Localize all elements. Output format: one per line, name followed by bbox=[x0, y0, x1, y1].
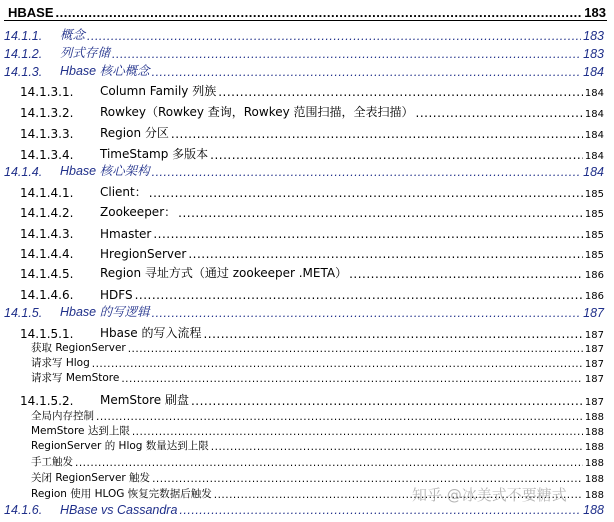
toc-entry[interactable] bbox=[0, 242, 614, 261]
toc-entry-page: 184 bbox=[584, 109, 604, 120]
toc-entry-title: HBASE bbox=[8, 5, 54, 20]
dot-leader bbox=[179, 503, 581, 517]
toc-entry-title: MemStore 刷盘 bbox=[100, 393, 189, 407]
dot-leader bbox=[149, 186, 583, 200]
toc-entry-title: Client： bbox=[100, 185, 147, 199]
toc-entry-number: 14.1.4.2. bbox=[20, 206, 74, 220]
dot-leader bbox=[203, 327, 582, 341]
dot-leader bbox=[188, 247, 583, 261]
toc-entry-title: TimeStamp 多版本 bbox=[100, 147, 209, 161]
toc-entry-title: HBase vs Cassandra bbox=[60, 503, 178, 517]
toc-entry[interactable] bbox=[0, 322, 614, 341]
dot-leader bbox=[349, 267, 583, 281]
dot-leader bbox=[211, 441, 583, 453]
toc-entry-page: 187 bbox=[583, 306, 604, 320]
toc-entry[interactable] bbox=[0, 355, 614, 370]
toc-entry-title: 请求写 MemStore bbox=[31, 372, 120, 384]
toc-entry[interactable] bbox=[0, 370, 614, 385]
dot-leader bbox=[112, 47, 581, 61]
dot-leader bbox=[135, 288, 583, 302]
toc-entry-title: HregionServer bbox=[100, 247, 187, 261]
toc-entry-number: 14.1.4.3. bbox=[20, 227, 74, 241]
toc-entry-page: 184 bbox=[584, 151, 604, 162]
toc-entry-number: 14.1.4.5. bbox=[20, 267, 74, 281]
toc-entry-title: Hbase 的写逻辑 bbox=[60, 305, 150, 319]
toc-entry[interactable] bbox=[0, 143, 614, 162]
toc-entry-page: 183 bbox=[583, 29, 604, 43]
toc-entry-title: Rowkey（Rowkey 查询，Rowkey 范围扫描，全表扫描） bbox=[100, 105, 414, 119]
toc-entry-page: 184 bbox=[583, 165, 604, 179]
toc-entry-page: 183 bbox=[583, 47, 604, 61]
dot-leader bbox=[191, 394, 583, 408]
toc-entry-title: Region 寻址方式（通过 zookeeper .META） bbox=[100, 266, 348, 280]
toc-entry-page: 188 bbox=[584, 427, 604, 438]
toc-entry[interactable] bbox=[0, 303, 614, 320]
toc-entry[interactable] bbox=[0, 122, 614, 141]
toc-entry[interactable] bbox=[0, 222, 614, 241]
toc-entry[interactable] bbox=[0, 262, 614, 281]
toc-entry-title: HDFS bbox=[100, 288, 133, 302]
toc-entry[interactable] bbox=[0, 181, 614, 200]
toc-entry-page: 188 bbox=[584, 474, 604, 485]
dot-leader bbox=[128, 343, 583, 355]
toc-entry[interactable] bbox=[0, 283, 614, 302]
toc-entry-page: 187 bbox=[584, 374, 604, 385]
toc-entry[interactable] bbox=[0, 408, 614, 423]
dot-leader bbox=[75, 457, 583, 469]
dot-leader bbox=[153, 227, 583, 241]
toc-entry-number: 14.1.5. bbox=[4, 306, 43, 320]
toc-entry-number: 14.1.5.2. bbox=[20, 394, 74, 408]
toc-entry-title: 列式存储 bbox=[60, 46, 111, 60]
toc-entry-title: 关闭 RegionServer 触发 bbox=[31, 472, 151, 484]
toc-entry[interactable] bbox=[0, 162, 614, 179]
toc-entry-page: 186 bbox=[584, 270, 604, 281]
toc-entry-title: MemStore 达到上限 bbox=[31, 425, 130, 437]
toc-entry[interactable] bbox=[0, 340, 614, 355]
toc-entry-number: 14.1.3.1. bbox=[20, 85, 74, 99]
toc-entry-title: 请求写 Hlog bbox=[31, 357, 90, 369]
dot-leader bbox=[416, 106, 583, 120]
toc-entry-page: 184 bbox=[584, 88, 604, 99]
dot-leader bbox=[152, 65, 582, 79]
title-underline bbox=[4, 20, 607, 21]
toc-entry-page: 187 bbox=[584, 359, 604, 370]
toc-entry[interactable] bbox=[0, 80, 614, 99]
toc-entry-number: 14.1.4.6. bbox=[20, 288, 74, 302]
toc-entry-title: Hbase 的写入流程 bbox=[100, 326, 202, 340]
toc-entry[interactable] bbox=[0, 101, 614, 120]
toc-entry-title: RegionServer 的 Hlog 数量达到上限 bbox=[31, 440, 209, 452]
toc-entry[interactable] bbox=[0, 62, 614, 79]
toc-entry-title: 获取 RegionServer bbox=[31, 342, 126, 354]
toc-entry-page: 185 bbox=[584, 189, 604, 200]
toc-entry-page: 188 bbox=[584, 490, 604, 501]
dot-leader bbox=[96, 411, 583, 423]
toc-entry-title: Hmaster bbox=[100, 227, 152, 241]
dot-leader bbox=[171, 127, 583, 141]
toc-entry-page: 185 bbox=[584, 250, 604, 261]
toc-entry[interactable] bbox=[0, 44, 614, 61]
toc-entry-page: 187 bbox=[584, 397, 604, 408]
toc-entry[interactable] bbox=[0, 26, 614, 43]
toc-entry-page: 183 bbox=[584, 5, 606, 20]
toc-entry[interactable] bbox=[0, 423, 614, 438]
toc-entry[interactable] bbox=[0, 389, 614, 408]
toc-entry[interactable] bbox=[0, 438, 614, 453]
toc-entry-number: 14.1.4.4. bbox=[20, 247, 74, 261]
toc-entry-page: 187 bbox=[584, 344, 604, 355]
toc-entry-title: 手工触发 bbox=[31, 456, 73, 468]
dot-leader bbox=[121, 373, 583, 385]
toc-entry-page: 188 bbox=[584, 412, 604, 423]
dot-leader bbox=[178, 206, 583, 220]
toc-entry-page: 185 bbox=[584, 230, 604, 241]
toc-entry-number: 14.1.3.3. bbox=[20, 127, 74, 141]
toc-entry[interactable] bbox=[0, 454, 614, 469]
toc-entry-page: 187 bbox=[584, 330, 604, 341]
toc-entry-page: 185 bbox=[584, 209, 604, 220]
toc-entry-title: Region 使用 HLOG 恢复完数据后触发 bbox=[31, 488, 212, 500]
dot-leader bbox=[56, 5, 583, 20]
zhihu-watermark: 知乎 @冰美式不要糖式 bbox=[412, 486, 567, 504]
toc-entry-page: 188 bbox=[584, 442, 604, 453]
toc-entry-number: 14.1.4. bbox=[4, 165, 43, 179]
dot-leader bbox=[132, 426, 583, 438]
toc-entry-number: 14.1.1. bbox=[4, 29, 43, 43]
toc-entry-page: 184 bbox=[584, 130, 604, 141]
dot-leader bbox=[92, 358, 583, 370]
toc-entry-number: 14.1.2. bbox=[4, 47, 43, 61]
dot-leader bbox=[218, 85, 583, 99]
dot-leader bbox=[87, 29, 581, 43]
toc-entry-title: Region 分区 bbox=[100, 126, 169, 140]
toc-entry-number: 14.1.3.4. bbox=[20, 148, 74, 162]
toc-entry-page: 188 bbox=[584, 458, 604, 469]
toc-entry-number: 14.1.3.2. bbox=[20, 106, 74, 120]
dot-leader bbox=[152, 165, 582, 179]
toc-entry[interactable] bbox=[0, 470, 614, 485]
toc-entry-number: 14.1.6. bbox=[4, 503, 43, 517]
toc-entry-number: 14.1.3. bbox=[4, 65, 43, 79]
dot-leader bbox=[210, 148, 583, 162]
toc-entry-title: Hbase 核心概念 bbox=[60, 64, 150, 78]
toc-entry-title: Zookeeper： bbox=[100, 205, 177, 219]
toc-entry[interactable] bbox=[0, 201, 614, 220]
toc-entry-title: 概念 bbox=[60, 28, 86, 42]
toc-entry[interactable] bbox=[0, 2, 614, 20]
toc-entry-page: 186 bbox=[584, 291, 604, 302]
toc-entry-title: Hbase 核心架构 bbox=[60, 164, 150, 178]
toc-entry-page: 184 bbox=[583, 65, 604, 79]
toc-entry-page: 188 bbox=[583, 503, 604, 517]
toc-entry-number: 14.1.4.1. bbox=[20, 186, 74, 200]
toc-entry-title: 全局内存控制 bbox=[31, 410, 94, 422]
toc-entry-title: Column Family 列族 bbox=[100, 84, 217, 98]
dot-leader bbox=[152, 306, 582, 320]
toc-entry-number: 14.1.5.1. bbox=[20, 327, 74, 341]
